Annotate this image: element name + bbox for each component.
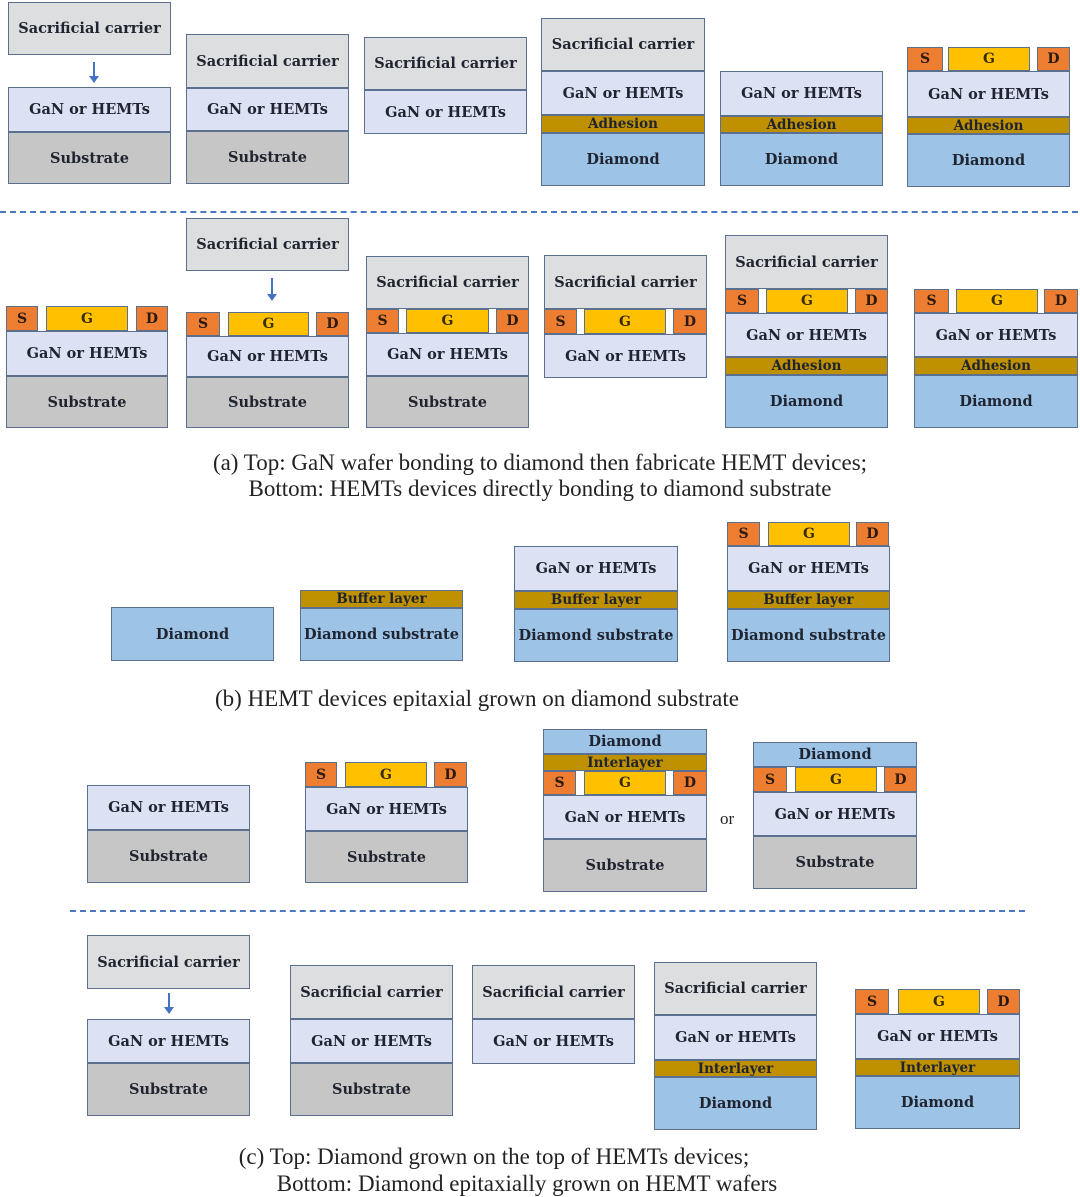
gate-contact: G: [898, 989, 980, 1014]
gate-contact: G: [406, 309, 489, 333]
source-contact: S: [727, 522, 760, 546]
diamond-layer: Diamond: [753, 742, 917, 767]
source-contact: S: [366, 309, 399, 333]
substrate-layer: Substrate: [290, 1063, 453, 1116]
gan-hemt-layer: GaN or HEMTs: [87, 785, 250, 830]
separator-c: [70, 910, 1025, 912]
substrate-layer: Substrate: [753, 836, 917, 889]
diamond-substrate-layer: Diamond substrate: [300, 608, 463, 661]
gate-contact: G: [766, 289, 848, 313]
separator-a: [0, 211, 1078, 213]
drain-contact: D: [884, 767, 917, 792]
gan-hemt-layer: GaN or HEMTs: [472, 1019, 635, 1064]
sacrificial-carrier-layer: Sacrificial carrier: [186, 218, 349, 271]
adhesion-layer: Adhesion: [541, 115, 705, 133]
caption-a-line2: Bottom: HEMTs devices directly bonding to diamond substrate: [248, 476, 832, 501]
down-arrow-icon: [168, 993, 170, 1008]
diamond-layer: Diamond: [543, 729, 707, 754]
caption-a-line1: (a) Top: GaN wafer bonding to diamond then fabricate HEMT devices;: [212, 450, 868, 475]
or-label: or: [720, 809, 735, 828]
gan-hemt-layer: GaN or HEMTs: [543, 795, 707, 839]
buffer-layer: Buffer layer: [727, 591, 890, 609]
gate-contact: G: [46, 306, 128, 331]
sacrificial-carrier-layer: Sacrificial carrier: [87, 935, 250, 989]
substrate-layer: Substrate: [543, 839, 707, 892]
gan-hemt-layer: GaN or HEMTs: [366, 333, 529, 376]
gan-hemt-layer: GaN or HEMTs: [8, 87, 171, 132]
gan-hemt-layer: GaN or HEMTs: [753, 792, 917, 836]
diamond-layer: Diamond: [907, 134, 1070, 187]
gan-hemt-layer: GaN or HEMTs: [186, 336, 349, 377]
gan-hemt-layer: GaN or HEMTs: [541, 71, 705, 115]
gan-hemt-layer: GaN or HEMTs: [725, 313, 888, 357]
drain-contact: D: [856, 522, 889, 546]
diamond-layer: Diamond: [720, 133, 883, 186]
sacrificial-carrier-layer: Sacrificial carrier: [366, 256, 529, 309]
gan-hemt-layer: GaN or HEMTs: [6, 331, 168, 376]
sacrificial-carrier-layer: Sacrificial carrier: [472, 965, 635, 1019]
substrate-layer: Substrate: [87, 1063, 250, 1116]
buffer-layer: Buffer layer: [514, 591, 678, 609]
substrate-layer: Substrate: [87, 830, 250, 883]
drain-contact: D: [1044, 289, 1078, 313]
gan-hemt-layer: GaN or HEMTs: [727, 546, 890, 591]
sacrificial-carrier-layer: Sacrificial carrier: [544, 255, 707, 309]
sacrificial-carrier-layer: Sacrificial carrier: [654, 962, 817, 1015]
down-arrow-icon: [271, 278, 273, 295]
gan-hemt-layer: GaN or HEMTs: [87, 1019, 250, 1063]
diamond-layer: Diamond: [541, 133, 705, 186]
diamond-substrate-layer: Diamond substrate: [727, 609, 890, 662]
diamond-substrate-layer: Diamond substrate: [514, 609, 678, 662]
drain-contact: D: [673, 771, 707, 795]
gan-hemt-layer: GaN or HEMTs: [914, 313, 1078, 357]
source-contact: S: [305, 762, 337, 787]
gate-contact: G: [956, 289, 1038, 313]
gate-contact: G: [584, 771, 666, 795]
source-contact: S: [543, 771, 576, 795]
gate-contact: G: [345, 762, 427, 787]
gate-contact: G: [228, 312, 309, 336]
drain-contact: D: [855, 289, 888, 313]
substrate-layer: Substrate: [305, 831, 468, 883]
gan-hemt-layer: GaN or HEMTs: [364, 90, 527, 134]
sacrificial-carrier-layer: Sacrificial carrier: [364, 37, 527, 90]
adhesion-layer: Adhesion: [907, 117, 1070, 134]
gate-contact: G: [948, 47, 1030, 71]
source-contact: S: [753, 767, 787, 792]
substrate-layer: Substrate: [8, 132, 171, 184]
interlayer-layer: Interlayer: [855, 1059, 1020, 1076]
source-contact: S: [725, 289, 759, 313]
adhesion-layer: Adhesion: [914, 357, 1078, 375]
source-contact: S: [544, 309, 577, 334]
gan-hemt-layer: GaN or HEMTs: [907, 71, 1070, 117]
gan-hemt-layer: GaN or HEMTs: [855, 1014, 1020, 1059]
gate-contact: G: [584, 309, 666, 334]
source-contact: S: [914, 289, 949, 313]
buffer-layer: Buffer layer: [300, 590, 463, 608]
diamond-layer: Diamond: [654, 1077, 817, 1130]
gan-hemt-layer: GaN or HEMTs: [514, 546, 678, 591]
source-contact: S: [907, 47, 943, 71]
drain-contact: D: [434, 762, 467, 787]
sacrificial-carrier-layer: Sacrificial carrier: [8, 2, 171, 55]
drain-contact: D: [1037, 47, 1070, 71]
gan-hemt-layer: GaN or HEMTs: [720, 71, 883, 116]
sacrificial-carrier-layer: Sacrificial carrier: [186, 34, 349, 88]
drain-contact: D: [316, 312, 349, 336]
gan-hemt-layer: GaN or HEMTs: [654, 1015, 817, 1060]
substrate-layer: Substrate: [186, 131, 349, 184]
source-contact: S: [855, 989, 889, 1014]
drain-contact: D: [136, 306, 168, 331]
source-contact: S: [186, 312, 220, 336]
substrate-layer: Substrate: [366, 376, 529, 428]
caption-c-line1: (c) Top: Diamond grown on the top of HEMTs devices;: [238, 1144, 750, 1169]
interlayer-layer: Interlayer: [654, 1060, 817, 1077]
substrate-layer: Substrate: [6, 376, 168, 428]
adhesion-layer: Adhesion: [720, 116, 883, 133]
sacrificial-carrier-layer: Sacrificial carrier: [725, 235, 888, 289]
gate-contact: G: [768, 522, 850, 546]
drain-contact: D: [987, 989, 1020, 1014]
caption-b: (b) HEMT devices epitaxial grown on diamond substrate: [215, 686, 739, 711]
adhesion-layer: Adhesion: [725, 357, 888, 375]
gate-contact: G: [795, 767, 877, 792]
gan-hemt-layer: GaN or HEMTs: [186, 88, 349, 131]
substrate-layer: Substrate: [186, 377, 349, 428]
sacrificial-carrier-layer: Sacrificial carrier: [290, 965, 453, 1019]
drain-contact: D: [496, 309, 529, 333]
source-contact: S: [6, 306, 38, 331]
diamond-layer: Diamond: [914, 375, 1078, 428]
diamond-layer: Diamond: [855, 1076, 1020, 1129]
diamond-layer: Diamond: [111, 607, 274, 661]
diamond-layer: Diamond: [725, 375, 888, 428]
interlayer-layer: Interlayer: [543, 754, 707, 771]
gan-hemt-layer: GaN or HEMTs: [544, 334, 707, 378]
down-arrow-icon: [93, 62, 95, 77]
drain-contact: D: [673, 309, 707, 334]
sacrificial-carrier-layer: Sacrificial carrier: [541, 18, 705, 71]
gan-hemt-layer: GaN or HEMTs: [290, 1019, 453, 1063]
gan-hemt-layer: GaN or HEMTs: [305, 787, 468, 831]
caption-c-line2: Bottom: Diamond epitaxially grown on HEMT wafers: [276, 1171, 778, 1196]
